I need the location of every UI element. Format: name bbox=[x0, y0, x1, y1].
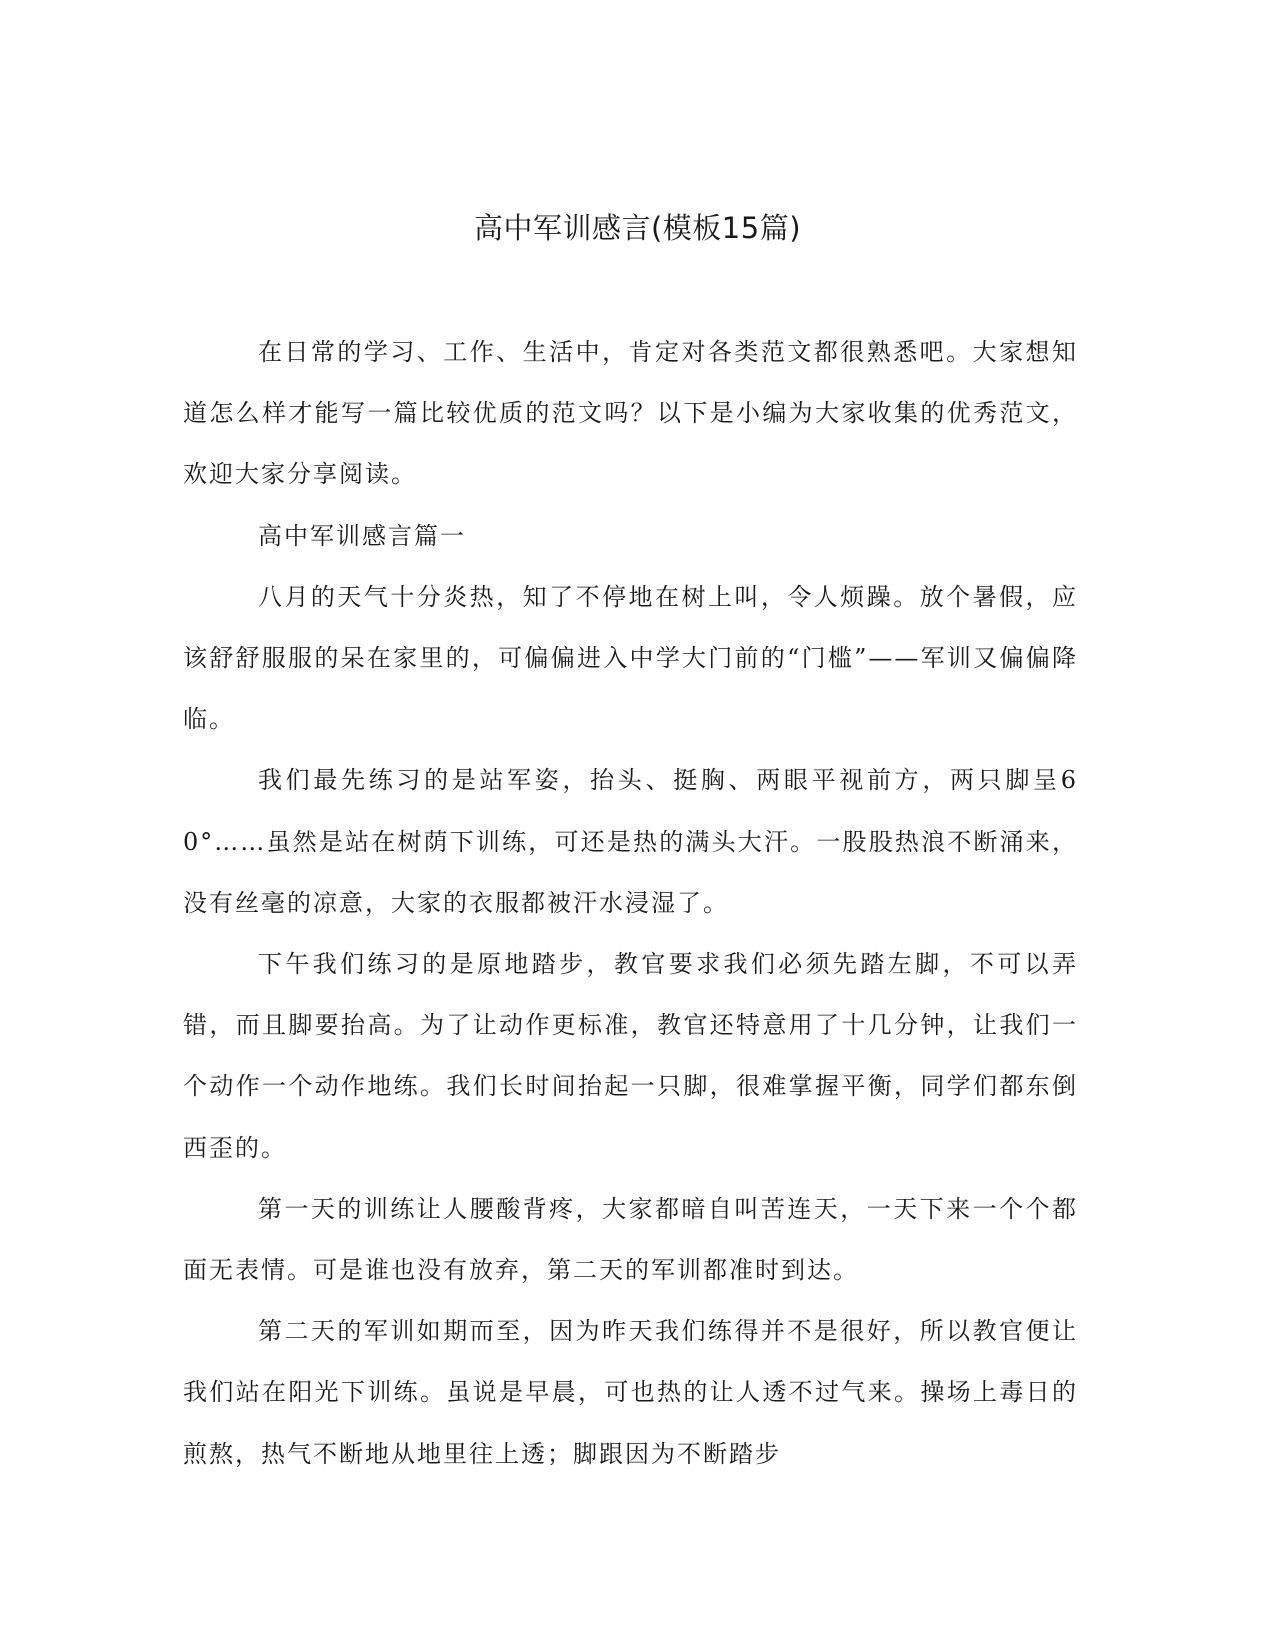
document-title: 高中军训感言(模板15篇) bbox=[473, 211, 802, 245]
section-heading: 高中军训感言篇一 bbox=[258, 521, 466, 550]
paragraph: 八月的天气十分炎热，知了不停地在树上叫，令人烦躁。放个暑假，应该舒舒服服的呆在家里的，可偏偏进入中学大门前的“门槛”——军训又偏偏降临。 bbox=[183, 582, 1078, 734]
document-body bbox=[183, 322, 1078, 1485]
paragraph-intro: 在日常的学习、工作、生活中，肯定对各类范文都很熟悉吧。大家想知道怎么样才能写一篇比较优质的范文吗？以下是小编为大家收集的优秀范文，欢迎大家分享阅读。 bbox=[183, 338, 1078, 489]
paragraph: 我们最先练习的是站军姿，抬头、挺胸、两眼平视前方，两只脚呈60°……虽然是站在树荫下训练，可还是热的满头大汗。一股股热浪不断涌来，没有丝毫的凉意，大家的衣服都被汗水浸湿了。 bbox=[183, 766, 1078, 917]
paragraph: 第一天的训练让人腰酸背疼，大家都暗自叫苦连天，一天下来一个个都面无表情。可是谁也没有放弃，第二天的军训都准时到达。 bbox=[183, 1194, 1078, 1285]
paragraph: 下午我们练习的是原地踏步，教官要求我们必须先踏左脚，不可以弄错，而且脚要抬高。为了让动作更标准，教官还特意用了十几分钟，让我们一个动作一个动作地练。我们长时间抬起一只脚，很难掌握平衡，同学们都东倒西歪的。 bbox=[183, 950, 1078, 1162]
paragraph: 第二天的军训如期而至，因为昨天我们练得并不是很好，所以教官便让我们站在阳光下训练。虽说是早晨，可也热的让人透不过气来。操场上毒日的煎熬，热气不断地从地里往上透；脚跟因为不断踏步 bbox=[183, 1317, 1078, 1468]
